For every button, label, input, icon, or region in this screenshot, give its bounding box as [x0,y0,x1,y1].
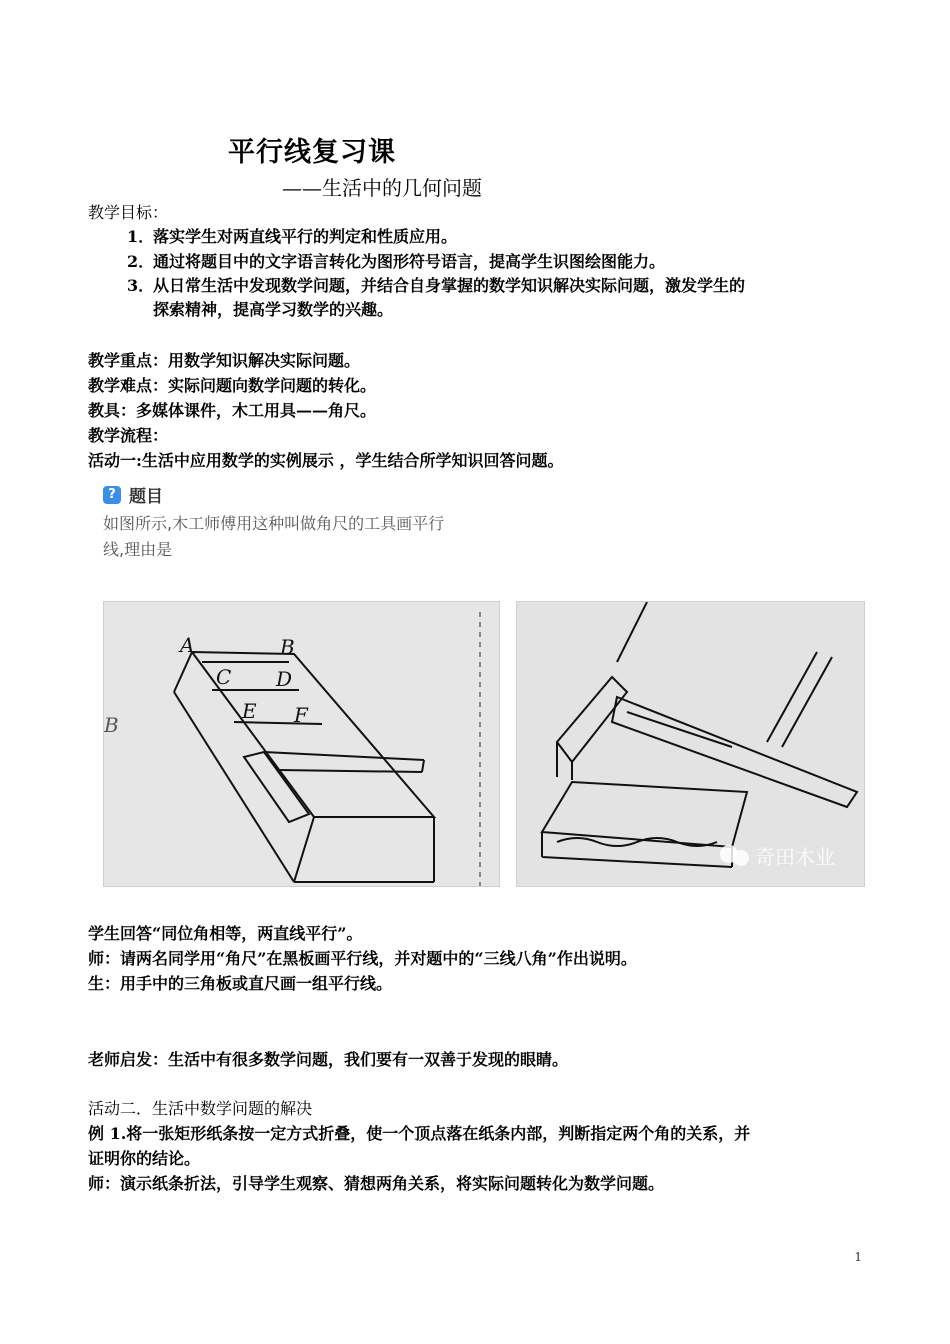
page-number: 1 [854,1250,862,1264]
label-c: C [216,665,232,689]
student-answer: 学生回答“同位角相等，两直线平行”。 [88,924,363,943]
activity-one: 活动一:生活中应用数学的实例展示 ，学生结合所学知识回答问题。 [88,451,564,470]
key-point: 教学重点：用数学知识解决实际问题。 [88,351,361,370]
student-action: 生：用手中的三角板或直尺画一组平行线。 [88,974,393,993]
process-heading: 教学流程： [88,426,169,445]
example-one-line: 证明你的结论。 [88,1149,201,1168]
difficulty: 教学难点：实际问题向数学问题的转化。 [88,376,377,395]
question-card [103,482,523,563]
goal-text-continued: 探索精神，提高学习数学的兴趣。 [153,300,394,319]
example-one-line: 例 1.将一张矩形纸条按一定方式折叠，使一个顶点落在纸条内部，判断指定两个角的关系，并 [88,1124,751,1143]
goals-heading: 教学目标： [88,203,169,222]
label-d: D [276,667,293,691]
goal-text: 从日常生活中发现数学问题，并结合自身掌握的数学知识解决实际问题，激发学生的 [153,276,746,295]
goal-item [127,250,872,274]
label-margin-b: B [104,713,119,737]
teacher-hint: 老师启发：生活中有很多数学问题，我们要有一双善于发现的眼睛。 [88,1050,569,1069]
goal-item [127,274,872,322]
figure-carpenter-square-diagram [103,601,500,887]
activity-two: 活动二．生活中数学问题的解决 [88,1099,313,1118]
goal-text: 落实学生对两直线平行的判定和性质应用。 [153,227,458,246]
label-a: A [180,633,195,657]
square-drawing [104,602,499,886]
page-subtitle: ——生活中的几何问题 [282,176,482,200]
page-title: 平行线复习课 [228,137,396,168]
teacher-demo: 师：演示纸条折法，引导学生观察、猜想两角关系，将实际问题转化为数学问题。 [88,1174,665,1193]
label-f: F [294,703,308,727]
label-b: B [280,635,295,659]
teacher-instruction: 师：请两名同学用“角尺”在黑板画平行线，并对题中的“三线八角”作出说明。 [88,949,637,968]
goal-number: 1． [127,227,155,246]
label-e: E [242,699,257,723]
goal-item [127,225,872,249]
goal-text: 通过将题目中的文字语言转化为图形符号语言，提高学生识图绘图能力。 [153,252,666,271]
question-line: 线,理由是 [103,540,173,559]
goal-number: 3． [127,276,155,295]
question-text [103,511,523,563]
question-icon: ? [103,486,121,504]
figure-carpenter-square-photo [516,601,865,887]
question-line: 如图所示,木工师傅用这种叫做角尺的工具画平行 [103,514,445,533]
question-heading: 题目 [129,487,163,507]
question-header [103,482,523,507]
square-photo-drawing [517,602,864,886]
goal-number: 2． [127,252,155,271]
tools: 教具：多媒体课件，木工用具——角尺。 [88,401,377,420]
watermark-text: 奇田木业 [755,845,835,869]
